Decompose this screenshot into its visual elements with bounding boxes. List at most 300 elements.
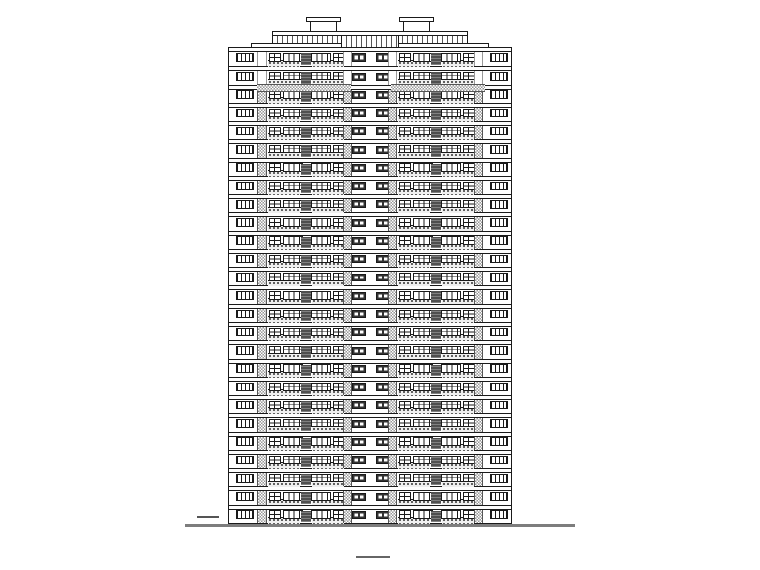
ground-line [185, 524, 575, 527]
dark-spandrel-panel [431, 492, 441, 503]
core-pier [343, 309, 352, 322]
window-wide [311, 456, 331, 464]
clad-pier [474, 418, 484, 431]
dark-spandrel-panel [301, 164, 311, 175]
window-small [399, 53, 411, 62]
core-pier [343, 418, 352, 431]
window-wide [441, 419, 461, 427]
balcony-wing-right [397, 126, 474, 139]
clad-pier [257, 181, 267, 194]
core-window [352, 164, 366, 172]
clad-pier [257, 437, 267, 450]
window-small [269, 437, 281, 445]
window-wide [413, 218, 433, 226]
stair-core [343, 52, 396, 66]
floor-row-21 [229, 139, 511, 157]
window-small [269, 346, 281, 354]
floor-row-10 [229, 340, 511, 358]
core-pier [343, 52, 352, 66]
window-edge-bay [236, 145, 254, 154]
edge-bay-right [483, 364, 511, 377]
dark-spandrel-panel [431, 401, 441, 412]
clad-pier [257, 455, 267, 468]
window-small [399, 492, 411, 500]
core-pier [343, 437, 352, 450]
clad-pier [257, 217, 267, 230]
core-window [352, 200, 366, 208]
dark-spandrel-panel [301, 401, 311, 412]
window-wide [283, 492, 303, 500]
clad-pier [257, 510, 267, 523]
core-window [352, 401, 366, 409]
window-edge-bay [236, 218, 254, 227]
dark-spandrel-panel [431, 273, 441, 284]
stair-core [343, 272, 396, 285]
floor-content [229, 254, 511, 267]
core-pier [343, 491, 352, 504]
floor-row-12 [229, 304, 511, 322]
floor-row-6 [229, 413, 511, 431]
window-small [399, 273, 411, 281]
floor-content [229, 418, 511, 431]
window-edge-bay [490, 346, 508, 355]
clad-pier [257, 400, 267, 413]
dark-spandrel-panel [431, 182, 441, 193]
window-wide [413, 510, 433, 518]
clad-pier [474, 254, 484, 267]
stair-core [343, 108, 396, 121]
edge-bay-right [483, 217, 511, 230]
floor-content [229, 126, 511, 139]
window-small [399, 72, 411, 80]
window-small [399, 364, 411, 372]
balcony-wing-right [397, 290, 474, 303]
window-wide [441, 145, 461, 153]
floor-content [229, 437, 511, 450]
edge-bay-right [483, 236, 511, 249]
dark-spandrel-panel [301, 492, 311, 503]
core-pier [343, 272, 352, 285]
floor-content [229, 290, 511, 303]
edge-bay-right [483, 52, 511, 66]
window-small [399, 474, 411, 482]
core-pier [343, 236, 352, 249]
edge-bay-left [229, 491, 257, 504]
window-small [269, 401, 281, 409]
window-edge-bay [490, 163, 508, 172]
edge-bay-right [483, 345, 511, 358]
floor-row-1 [229, 505, 511, 523]
window-edge-bay [236, 346, 254, 355]
core-window [352, 292, 366, 300]
core-pier [343, 327, 352, 340]
core-window [352, 438, 366, 446]
window-edge-bay [236, 383, 254, 392]
balcony-wing-right [397, 510, 474, 523]
window-small [269, 510, 281, 518]
window-wide [441, 437, 461, 445]
window-edge-bay [490, 437, 508, 446]
core-pier [343, 181, 352, 194]
window-wide [311, 328, 331, 336]
window-wide [311, 291, 331, 299]
dark-spandrel-panel [301, 182, 311, 193]
window-small [399, 383, 411, 391]
window-wide [441, 328, 461, 336]
dark-spandrel-panel [431, 346, 441, 357]
edge-bay-right [483, 108, 511, 121]
dark-spandrel-panel [431, 383, 441, 394]
window-wide [413, 145, 433, 153]
window-small [269, 291, 281, 299]
clad-pier [257, 144, 267, 157]
floor-row-2 [229, 486, 511, 504]
window-wide [283, 328, 303, 336]
window-wide [441, 474, 461, 482]
window-edge-bay [490, 53, 508, 62]
clad-pier [474, 309, 484, 322]
dark-spandrel-panel [431, 456, 441, 467]
clad-pier [474, 455, 484, 468]
window-wide [311, 53, 331, 62]
window-edge-bay [490, 364, 508, 373]
edge-bay-right [483, 473, 511, 486]
floor-row-26 [229, 48, 511, 66]
window-small [399, 218, 411, 226]
floor-row-9 [229, 359, 511, 377]
clad-pier [257, 345, 267, 358]
core-pier [343, 126, 352, 139]
dark-spandrel-panel [301, 419, 311, 430]
window-small [399, 236, 411, 244]
floor-row-20 [229, 158, 511, 176]
stair-core [343, 309, 396, 322]
clad-pier [474, 290, 484, 303]
window-wide [413, 72, 433, 80]
stair-core [343, 345, 396, 358]
balcony-wing-right [397, 309, 474, 322]
window-edge-bay [236, 127, 254, 136]
dark-spandrel-panel [431, 53, 441, 65]
window-wide [283, 163, 303, 171]
window-small [399, 456, 411, 464]
floor-content [229, 71, 511, 84]
window-wide [413, 291, 433, 299]
floor-row-19 [229, 176, 511, 194]
window-small [269, 310, 281, 318]
window-wide [413, 53, 433, 62]
window-small [269, 145, 281, 153]
clad-pier [474, 181, 484, 194]
window-edge-bay [490, 127, 508, 136]
core-window [352, 219, 366, 227]
edge-bay-left [229, 400, 257, 413]
balcony-wing-right [397, 382, 474, 395]
clad-pier [257, 236, 267, 249]
edge-bay-left [229, 327, 257, 340]
window-wide [441, 510, 461, 518]
dark-spandrel-panel [431, 200, 441, 211]
dark-spandrel-panel [301, 383, 311, 394]
window-small [269, 419, 281, 427]
window-wide [283, 364, 303, 372]
clad-pier [257, 491, 267, 504]
core-pier [388, 108, 397, 121]
window-small [269, 364, 281, 372]
window-small [399, 419, 411, 427]
core-window [352, 474, 366, 482]
window-edge-bay [236, 200, 254, 209]
core-pier [388, 181, 397, 194]
balcony-wing-left [267, 290, 344, 303]
dark-spandrel-panel [431, 291, 441, 302]
window-edge-bay [236, 328, 254, 337]
core-pier [343, 473, 352, 486]
window-wide [441, 346, 461, 354]
edge-bay-right [483, 327, 511, 340]
window-small [399, 310, 411, 318]
core-pier [388, 473, 397, 486]
core-pier [343, 71, 352, 84]
core-window [352, 237, 366, 245]
window-wide [441, 200, 461, 208]
floor-row-18 [229, 194, 511, 212]
floor-row-7 [229, 395, 511, 413]
window-edge-bay [236, 456, 254, 465]
edge-bay-right [483, 510, 511, 523]
clad-pier [474, 382, 484, 395]
window-wide [311, 72, 331, 80]
window-wide [413, 328, 433, 336]
core-window [352, 255, 366, 263]
balcony-wing-right [397, 491, 474, 504]
clad-pier [257, 309, 267, 322]
window-edge-bay [490, 273, 508, 282]
balcony-wing-right [397, 345, 474, 358]
stair-core [343, 418, 396, 431]
edge-bay-right [483, 437, 511, 450]
edge-bay-right [483, 71, 511, 84]
balcony-wing-left [267, 217, 344, 230]
window-wide [413, 419, 433, 427]
window-wide [441, 364, 461, 372]
window-edge-bay [490, 236, 508, 245]
window-wide [283, 127, 303, 135]
balcony-wing-left [267, 455, 344, 468]
floor-content [229, 473, 511, 486]
clad-pier [257, 52, 267, 66]
core-window [352, 511, 366, 519]
window-small [269, 328, 281, 336]
core-pier [343, 254, 352, 267]
window-wide [311, 510, 331, 518]
window-wide [311, 346, 331, 354]
floor-content [229, 382, 511, 395]
core-pier [388, 382, 397, 395]
core-pier [343, 455, 352, 468]
core-pier [388, 418, 397, 431]
window-wide [311, 419, 331, 427]
dark-spandrel-panel [431, 109, 441, 120]
core-pier [388, 364, 397, 377]
floor-row-17 [229, 212, 511, 230]
core-pier [343, 144, 352, 157]
stair-core [343, 217, 396, 230]
window-wide [283, 401, 303, 409]
core-pier [388, 217, 397, 230]
dark-spandrel-panel [431, 72, 441, 83]
edge-bay-left [229, 108, 257, 121]
window-edge-bay [490, 328, 508, 337]
balcony-wing-left [267, 199, 344, 212]
floor-row-23 [229, 103, 511, 121]
balcony-wing-left [267, 327, 344, 340]
balcony-wing-left [267, 126, 344, 139]
stair-core [343, 510, 396, 523]
window-small [399, 200, 411, 208]
window-wide [283, 383, 303, 391]
window-small [269, 53, 281, 62]
dark-spandrel-panel [301, 310, 311, 321]
window-wide [311, 383, 331, 391]
window-wide [283, 310, 303, 318]
window-edge-bay [236, 255, 254, 264]
balcony-wing-left [267, 163, 344, 176]
clad-pier [474, 364, 484, 377]
dark-spandrel-panel [431, 511, 441, 522]
clad-pier [257, 163, 267, 176]
balcony-wing-right [397, 217, 474, 230]
core-window [352, 310, 366, 318]
edge-bay-left [229, 217, 257, 230]
window-small [269, 127, 281, 135]
window-small [269, 492, 281, 500]
dark-spandrel-panel [301, 456, 311, 467]
stair-core [343, 163, 396, 176]
floor-content [229, 510, 511, 523]
balcony-wing-right [397, 418, 474, 431]
core-pier [388, 437, 397, 450]
balcony-wing-left [267, 491, 344, 504]
core-window [352, 91, 366, 99]
dark-spandrel-panel [431, 237, 441, 248]
balcony-wing-left [267, 272, 344, 285]
window-wide [311, 200, 331, 208]
window-wide [413, 255, 433, 263]
window-edge-bay [490, 419, 508, 428]
core-pier [343, 163, 352, 176]
window-wide [441, 456, 461, 464]
clad-pier [474, 327, 484, 340]
window-small [269, 456, 281, 464]
window-edge-bay [236, 72, 254, 81]
floor-content [229, 144, 511, 157]
floor-content [229, 217, 511, 230]
window-wide [283, 273, 303, 281]
balcony-wing-left [267, 437, 344, 450]
edge-bay-right [483, 126, 511, 139]
window-edge-bay [236, 492, 254, 501]
core-pier [388, 491, 397, 504]
core-pier [343, 510, 352, 523]
balcony-wing-left [267, 144, 344, 157]
window-wide [283, 510, 303, 518]
balcony-wing-left [267, 71, 344, 84]
window-wide [283, 145, 303, 153]
facade-deco-band-left [257, 84, 351, 92]
window-wide [441, 291, 461, 299]
stair-core [343, 254, 396, 267]
stair-core [343, 290, 396, 303]
dark-spandrel-panel [431, 419, 441, 430]
window-small [269, 383, 281, 391]
window-wide [441, 163, 461, 171]
core-pier [343, 345, 352, 358]
balcony-wing-left [267, 473, 344, 486]
clad-pier [474, 163, 484, 176]
floor-row-16 [229, 231, 511, 249]
core-window [352, 109, 366, 117]
window-wide [311, 163, 331, 171]
clad-pier [474, 52, 484, 66]
stair-core [343, 382, 396, 395]
edge-bay-left [229, 181, 257, 194]
window-wide [283, 456, 303, 464]
dark-spandrel-panel [301, 237, 311, 248]
core-pier [388, 455, 397, 468]
window-small [399, 437, 411, 445]
window-edge-bay [236, 53, 254, 62]
window-small [269, 109, 281, 117]
clad-pier [257, 108, 267, 121]
edge-bay-right [483, 181, 511, 194]
window-wide [283, 182, 303, 190]
balcony-wing-right [397, 108, 474, 121]
stair-core [343, 126, 396, 139]
balcony-wing-left [267, 382, 344, 395]
window-wide [283, 474, 303, 482]
core-pier [388, 254, 397, 267]
window-small [269, 236, 281, 244]
window-wide [413, 182, 433, 190]
window-edge-bay [236, 163, 254, 172]
window-wide [413, 492, 433, 500]
window-small [269, 200, 281, 208]
window-small [269, 163, 281, 171]
edge-bay-left [229, 473, 257, 486]
dark-spandrel-panel [301, 255, 311, 266]
window-wide [413, 474, 433, 482]
window-wide [283, 291, 303, 299]
edge-bay-left [229, 437, 257, 450]
core-window [352, 274, 366, 282]
window-wide [441, 255, 461, 263]
clad-pier [474, 199, 484, 212]
core-window [352, 53, 366, 61]
clad-pier [257, 364, 267, 377]
window-wide [441, 310, 461, 318]
window-edge-bay [236, 90, 254, 99]
core-pier [388, 163, 397, 176]
level-mark-line [197, 516, 219, 518]
edge-bay-left [229, 163, 257, 176]
balcony-wing-left [267, 345, 344, 358]
balcony-wing-left [267, 400, 344, 413]
window-wide [283, 109, 303, 117]
window-wide [311, 218, 331, 226]
core-window [352, 73, 366, 81]
window-edge-bay [490, 182, 508, 191]
